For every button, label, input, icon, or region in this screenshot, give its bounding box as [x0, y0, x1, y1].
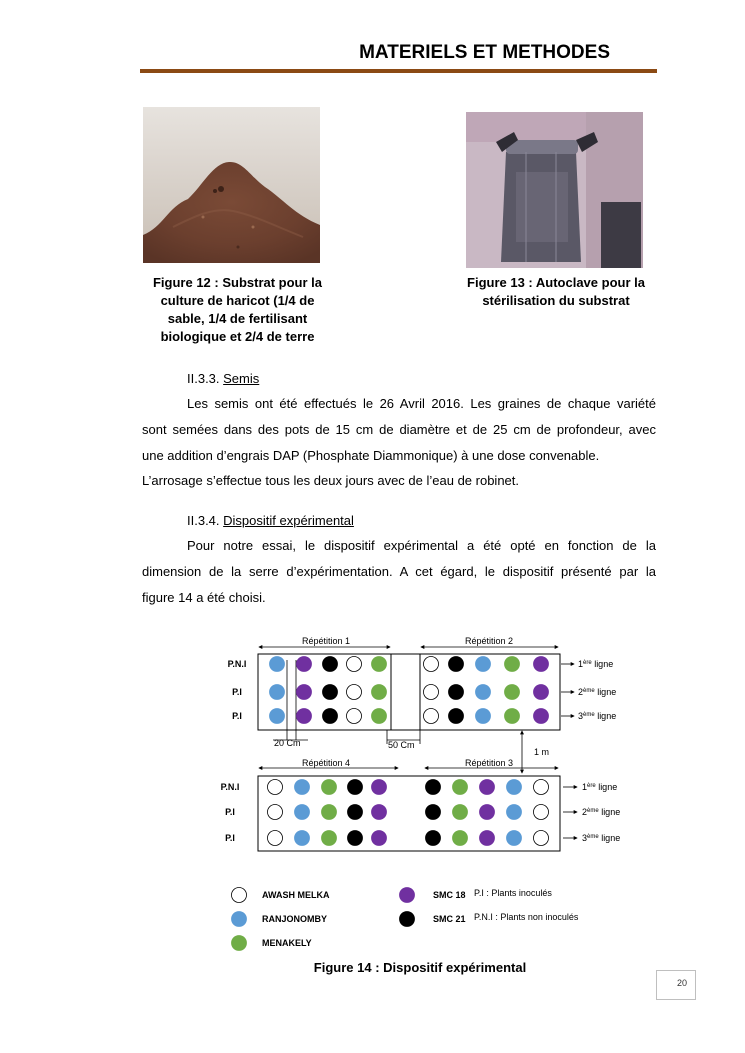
pot-smc18 [372, 780, 387, 795]
pot-awash [424, 709, 439, 724]
pot-smc21 [426, 805, 441, 820]
pot-ranjo [295, 780, 310, 795]
caption-line: culture de haricot (1/4 de [160, 293, 315, 308]
pot-smc18 [480, 780, 495, 795]
pot-smc21 [449, 657, 464, 672]
legend-label-smc18: SMC 18 [433, 890, 466, 900]
paragraph-line: figure 14 a été choisi. [142, 590, 266, 605]
legend-label-awash: AWASH MELKA [262, 890, 330, 900]
section-number: II.3.3. [187, 371, 224, 386]
pot-smc21 [323, 709, 338, 724]
legend-swatch-ranjo [232, 912, 247, 927]
page-number-box [656, 970, 696, 1000]
row-label: P.I [232, 711, 242, 721]
legend-swatch-smc21 [400, 912, 415, 927]
pot-menakely [372, 657, 387, 672]
caption-line: Figure 13 : Autoclave pour la [467, 275, 645, 290]
pot-smc18 [534, 657, 549, 672]
pot-smc21 [426, 780, 441, 795]
caption-line: stérilisation du substrat [482, 293, 630, 308]
pot-ranjo [507, 780, 522, 795]
legend-swatch-awash [232, 888, 247, 903]
pot-smc21 [348, 805, 363, 820]
rep-3-label: Répétition 3 [464, 758, 514, 768]
pot-ranjo [507, 831, 522, 846]
pot-awash [268, 831, 283, 846]
pot-menakely [372, 685, 387, 700]
paragraph-line: dimension de la serre d’expérimentation. A cet égard, le dispositif présenté par la [142, 564, 656, 579]
pot-menakely [322, 805, 337, 820]
legend-swatch-smc18 [400, 888, 415, 903]
pot-smc21 [426, 831, 441, 846]
paragraph-line: Pour notre essai, le dispositif expérimental a été opté en fonction de la [187, 538, 656, 553]
row-label: P.I [225, 807, 235, 817]
dimension-1m: 1 m [534, 747, 550, 757]
legend-label-menakely: MENAKELY [262, 938, 312, 948]
line-label: 3ème ligne [582, 833, 621, 843]
line-label: 1ère ligne [578, 659, 614, 669]
paragraph-line: L’arrosage s’effectue tous les deux jours avec de l’eau de robinet. [142, 473, 519, 488]
pot-smc21 [323, 685, 338, 700]
pot-ranjo [476, 709, 491, 724]
dimension-20cm: 20 Cm [274, 738, 301, 748]
pot-menakely [453, 831, 468, 846]
pot-smc18 [480, 831, 495, 846]
pot-menakely [453, 805, 468, 820]
section-title: Semis [223, 371, 260, 386]
pot-menakely [322, 780, 337, 795]
row-label: P.I [225, 833, 235, 843]
line-label: 1ère ligne [582, 782, 618, 792]
caption-line: Figure 12 : Substrat pour la [152, 275, 323, 290]
pot-smc18 [534, 685, 549, 700]
legend-label-ranjo: RANJONOMBY [262, 914, 328, 924]
pot-menakely [505, 657, 520, 672]
pot-smc18 [480, 805, 495, 820]
pot-ranjo [270, 685, 285, 700]
pot-awash [424, 657, 439, 672]
section-title: Dispositif expérimental [223, 513, 354, 528]
figure-14-caption: Figure 14 : Dispositif expérimental [313, 960, 527, 975]
pot-ranjo [507, 805, 522, 820]
paragraph-line: une addition d’engrais DAP (Phosphate Diammonique) à une dose convenable. [142, 448, 600, 463]
pot-smc21 [449, 709, 464, 724]
pot-ranjo [476, 657, 491, 672]
row-label: P.N.I [227, 659, 247, 669]
pot-smc21 [348, 831, 363, 846]
page-header-title: MATERIELS ET METHODES [359, 42, 610, 63]
legend-label-smc21: SMC 21 [433, 914, 466, 924]
pot-awash [268, 805, 283, 820]
pot-awash [424, 685, 439, 700]
pot-smc18 [297, 685, 312, 700]
legend-note-pi: P.I : Plants inoculés [474, 888, 552, 898]
pot-ranjo [270, 657, 285, 672]
rep-4-label: Répétition 4 [301, 758, 351, 768]
paragraph-line: Les semis ont été effectués le 26 Avril 2016. Les graines de chaque variété [187, 396, 656, 411]
caption-line: sable, 1/4 de fertilisant [167, 311, 308, 326]
pot-awash [347, 709, 362, 724]
pot-smc18 [372, 805, 387, 820]
legend-swatch-menakely [232, 936, 247, 951]
line-label: 2ème ligne [582, 807, 621, 817]
pot-menakely [505, 685, 520, 700]
pot-awash [534, 780, 549, 795]
pot-smc18 [297, 657, 312, 672]
rep-2-label: Répétition 2 [464, 636, 514, 646]
pot-ranjo [476, 685, 491, 700]
row-label: P.I [232, 687, 242, 697]
page-number: 20 [676, 978, 687, 988]
rep-1-label: Répétition 1 [301, 636, 351, 646]
section-number: II.3.4. [187, 513, 224, 528]
pot-awash [534, 831, 549, 846]
pot-smc18 [534, 709, 549, 724]
paragraph-line: sont semées dans des pots de 15 cm de diamètre et de 25 cm de profondeur, avec [142, 422, 656, 437]
pot-menakely [322, 831, 337, 846]
line-label: 2ème ligne [578, 687, 617, 697]
caption-line: biologique et 2/4 de terre [160, 329, 315, 344]
pot-awash [268, 780, 283, 795]
pot-ranjo [270, 709, 285, 724]
row-label: P.N.I [220, 782, 240, 792]
pot-smc21 [348, 780, 363, 795]
pot-awash [347, 685, 362, 700]
pot-awash [347, 657, 362, 672]
pot-awash [534, 805, 549, 820]
pot-menakely [453, 780, 468, 795]
pot-smc21 [323, 657, 338, 672]
dimension-50cm: 50 Cm [388, 740, 415, 750]
line-label: 3ème ligne [578, 711, 617, 721]
pot-ranjo [295, 831, 310, 846]
pot-menakely [372, 709, 387, 724]
pot-menakely [505, 709, 520, 724]
pot-smc18 [297, 709, 312, 724]
pot-smc18 [372, 831, 387, 846]
legend-note-pni: P.N.I : Plants non inoculés [474, 912, 579, 922]
pot-ranjo [295, 805, 310, 820]
pot-smc21 [449, 685, 464, 700]
